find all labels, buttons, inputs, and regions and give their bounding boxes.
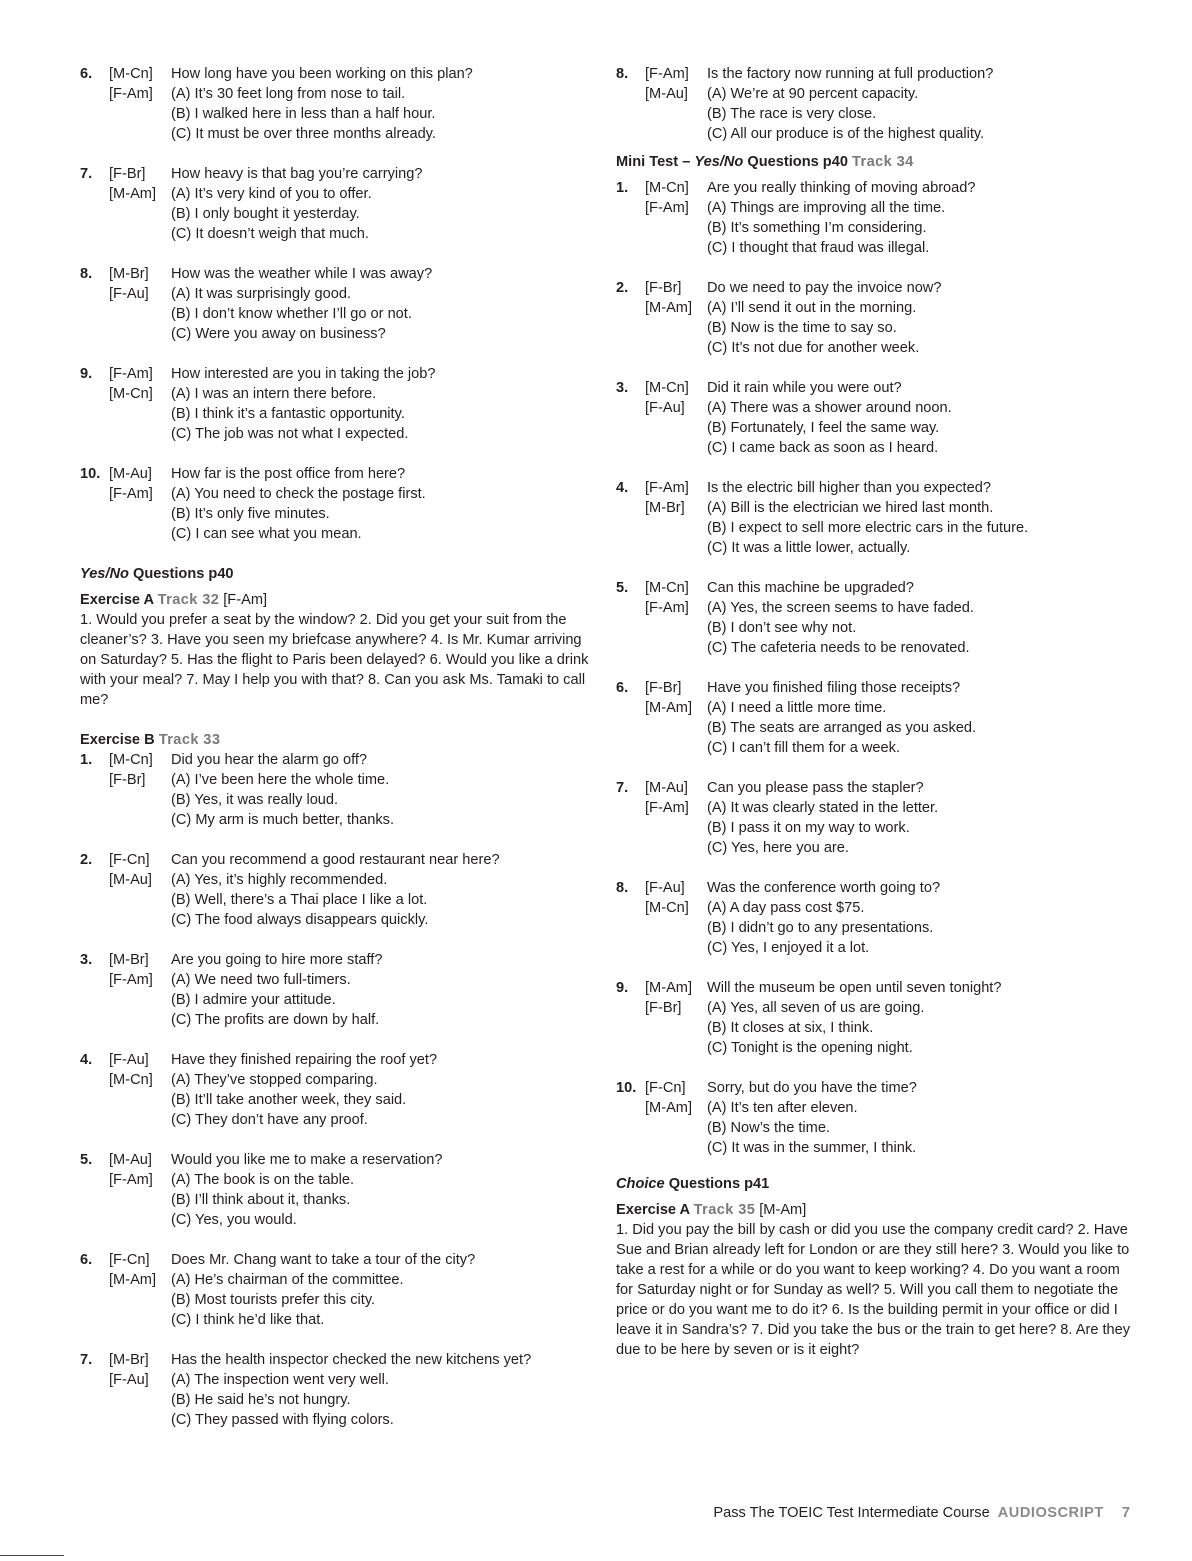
speaker-label: [M-Cn] bbox=[109, 386, 153, 402]
speaker-label: [F-Br] bbox=[109, 772, 146, 788]
question-text: Did it rain while you were out? bbox=[707, 380, 902, 396]
speaker-label: [M-Cn] bbox=[109, 66, 153, 82]
question-item bbox=[80, 164, 590, 244]
answer-option: (B) I admire your attitude. bbox=[171, 992, 336, 1008]
question-item bbox=[80, 264, 590, 344]
speaker-label: [F-Am] bbox=[645, 600, 689, 616]
speaker-label: [M-Am] bbox=[645, 1100, 693, 1116]
question-text: Can you please pass the stapler? bbox=[707, 780, 924, 796]
question-item bbox=[80, 1350, 590, 1430]
right-column bbox=[616, 64, 1136, 1380]
answer-option: (A) The book is on the table. bbox=[171, 1172, 355, 1188]
choice-section-title: Choice Questions p41 bbox=[616, 1176, 770, 1192]
speaker-label: [M-Am] bbox=[645, 700, 693, 716]
answer-option: (B) I don’t see why not. bbox=[707, 620, 857, 636]
question-text: How long have you been working on this plan? bbox=[171, 66, 473, 82]
question-item bbox=[80, 850, 590, 930]
answer-option: (B) He said he’s not hungry. bbox=[171, 1392, 351, 1408]
speaker-label: [F-Br] bbox=[645, 280, 682, 296]
question-text: Was the conference worth going to? bbox=[707, 880, 941, 896]
question-text: Does Mr. Chang want to take a tour of the city? bbox=[171, 1252, 476, 1268]
answer-option: (B) I pass it on my way to work. bbox=[707, 820, 910, 836]
speaker-label: [F-Am] bbox=[645, 480, 689, 496]
speaker-label: [F-Au] bbox=[645, 880, 685, 896]
question-number: 6 . bbox=[80, 1250, 109, 1270]
speaker-label: [F-Au] bbox=[109, 1372, 149, 1388]
question-item bbox=[616, 578, 1136, 658]
speaker-label: [M-Am] bbox=[645, 980, 693, 996]
question-number: 7 . bbox=[80, 1350, 109, 1370]
speaker-label: [M-Cn] bbox=[645, 580, 689, 596]
left-column bbox=[80, 64, 590, 1450]
speaker-label: [M-Cn] bbox=[109, 1072, 153, 1088]
speaker-label: [F-Cn] bbox=[645, 1080, 686, 1096]
question-text: Have you finished filing those receipts? bbox=[707, 680, 961, 696]
question-item bbox=[80, 950, 590, 1030]
question-item bbox=[80, 1250, 590, 1330]
question-number: 6 . bbox=[80, 64, 109, 84]
exercise-a-title: Exercise A Track 35 [M-Am] bbox=[616, 1202, 807, 1218]
question-item bbox=[616, 278, 1136, 358]
answer-option: (B) It’ll take another week, they said. bbox=[171, 1092, 407, 1108]
speaker-label: [M-Cn] bbox=[645, 180, 689, 196]
mini-test-title: Mini Test – Yes/No Questions p40 Track 34 bbox=[616, 154, 914, 170]
question-number: 8 . bbox=[616, 878, 645, 898]
answer-option: (A) There was a shower around noon. bbox=[707, 400, 952, 416]
answer-option: (A) He’s chairman of the committee. bbox=[171, 1272, 404, 1288]
answer-option: (A) Yes, it’s highly recommended. bbox=[171, 872, 388, 888]
yesno-section-title: Yes/No Questions p40 bbox=[80, 566, 234, 582]
answer-option: (C) It’s not due for another week. bbox=[707, 340, 920, 356]
question-list bbox=[616, 64, 1136, 144]
answer-option: (B) I walked here in less than a half hour. bbox=[171, 106, 436, 122]
question-text: Can this machine be upgraded? bbox=[707, 580, 914, 596]
question-item bbox=[616, 678, 1136, 758]
question-list bbox=[80, 750, 590, 1430]
question-item bbox=[80, 750, 590, 830]
answer-option: (C) I can see what you mean. bbox=[171, 526, 362, 542]
answer-option: (C) All our produce is of the highest quality. bbox=[707, 126, 985, 142]
answer-option: (C) Were you away on business? bbox=[171, 326, 386, 342]
question-number: 2 . bbox=[80, 850, 109, 870]
question-number: 10 . bbox=[80, 464, 109, 484]
exercise-b-title: Exercise B Track 33 bbox=[80, 732, 221, 748]
answer-option: (A) You need to check the postage first. bbox=[171, 486, 426, 502]
answer-option: (B) The seats are arranged as you asked. bbox=[707, 720, 977, 736]
speaker-label: [M-Cn] bbox=[109, 752, 153, 768]
question-item bbox=[616, 478, 1136, 558]
answer-option: (A) Yes, all seven of us are going. bbox=[707, 1000, 925, 1016]
answer-option: (A) I need a little more time. bbox=[707, 700, 887, 716]
question-number: 5 . bbox=[616, 578, 645, 598]
question-item bbox=[616, 878, 1136, 958]
answer-option: (C) Yes, you would. bbox=[171, 1212, 297, 1228]
speaker-label: [M-Au] bbox=[109, 466, 152, 482]
question-number: 6 . bbox=[616, 678, 645, 698]
question-list bbox=[80, 64, 590, 544]
question-item bbox=[80, 64, 590, 144]
question-text: How was the weather while I was away? bbox=[171, 266, 433, 282]
speaker-label: [F-Br] bbox=[645, 680, 682, 696]
answer-option: (B) It closes at six, I think. bbox=[707, 1020, 874, 1036]
answer-option: (C) It was in the summer, I think. bbox=[707, 1140, 917, 1156]
question-text: Can you recommend a good restaurant near here? bbox=[171, 852, 500, 868]
question-number: 8 . bbox=[616, 64, 645, 84]
question-number: 1 . bbox=[80, 750, 109, 770]
answer-option: (A) The inspection went very well. bbox=[171, 1372, 389, 1388]
answer-option: (B) The race is very close. bbox=[707, 106, 877, 122]
answer-option: (C) The cafeteria needs to be renovated. bbox=[707, 640, 970, 656]
question-number: 4 . bbox=[80, 1050, 109, 1070]
speaker-label: [M-Br] bbox=[109, 952, 149, 968]
answer-option: (A) Things are improving all the time. bbox=[707, 200, 946, 216]
exercise-a-text: 1. Did you pay the bill by cash or did you use the company credit card? 2. Have Sue and Brian already left for London or are they still here? 3. Would you like to take a rest for a while or do you want to keep working? 4. Do you want a room for Saturday night or for Sunday as well? 5. Will you call them to negotiate the price or do you want me to do it? 6. Is the building permit in your office or did I leave it in Sandra’s? 7. Did you take the bus or the train to get here? 8. Are they due to be here by seven or is it eight? bbox=[616, 1222, 1131, 1358]
speaker-label: [M-Br] bbox=[109, 266, 149, 282]
speaker-label: [M-Cn] bbox=[645, 900, 689, 916]
speaker-label: [F-Am] bbox=[109, 1172, 153, 1188]
answer-option: (A) We need two full-timers. bbox=[171, 972, 351, 988]
question-text: Is the electric bill higher than you expected? bbox=[707, 480, 991, 496]
speaker-label: [F-Cn] bbox=[109, 1252, 150, 1268]
speaker-label: [F-Am] bbox=[109, 86, 153, 102]
speaker-label: [M-Br] bbox=[645, 500, 685, 516]
speaker-label: [M-Au] bbox=[109, 872, 152, 888]
question-number: 7 . bbox=[616, 778, 645, 798]
answer-option: (B) Most tourists prefer this city. bbox=[171, 1292, 376, 1308]
answer-option: (C) The food always disappears quickly. bbox=[171, 912, 429, 928]
question-text: Are you going to hire more staff? bbox=[171, 952, 383, 968]
question-item bbox=[80, 1050, 590, 1130]
answer-option: (A) It’s ten after eleven. bbox=[707, 1100, 858, 1116]
footer-title: Pass The TOEIC Test Intermediate Course bbox=[713, 1505, 990, 1521]
question-text: Are you really thinking of moving abroad? bbox=[707, 180, 976, 196]
answer-option: (C) It was a little lower, actually. bbox=[707, 540, 911, 556]
answer-option: (B) I don’t know whether I’ll go or not. bbox=[171, 306, 412, 322]
answer-option: (B) Well, there’s a Thai place I like a lot. bbox=[171, 892, 428, 908]
speaker-label: [M-Br] bbox=[109, 1352, 149, 1368]
answer-option: (C) The job was not what I expected. bbox=[171, 426, 409, 442]
answer-option: (B) Now is the time to say so. bbox=[707, 320, 897, 336]
answer-option: (C) They don’t have any proof. bbox=[171, 1112, 368, 1128]
question-number: 10 . bbox=[616, 1078, 645, 1098]
answer-option: (B) It’s something I’m considering. bbox=[707, 220, 927, 236]
speaker-label: [F-Am] bbox=[645, 66, 689, 82]
exercise-a-text: 1. Would you prefer a seat by the window? 2. Did you get your suit from the cleaner’s? 3. Have you seen my briefcase anywhere? 4. Is Mr. Kumar arriving on Saturday? 5. Has the flight to Paris been delayed? 6. Would you like a drink with your meal? 7. May I help you with that? 8. Can you ask Ms. Tamaki to call me? bbox=[80, 612, 589, 708]
answer-option: (C) Tonight is the opening night. bbox=[707, 1040, 913, 1056]
track-label: Track 32 bbox=[157, 592, 220, 608]
track-label: Track 33 bbox=[158, 732, 221, 748]
speaker-label: [F-Br] bbox=[645, 1000, 682, 1016]
question-text: Has the health inspector checked the new kitchens yet? bbox=[171, 1352, 532, 1368]
answer-option: (C) It doesn’t weigh that much. bbox=[171, 226, 369, 242]
question-number: 1 . bbox=[616, 178, 645, 198]
exercise-a-title: Exercise A Track 32 [F-Am] bbox=[80, 592, 268, 608]
question-text: How far is the post office from here? bbox=[171, 466, 406, 482]
answer-option: (A) I’ll send it out in the morning. bbox=[707, 300, 917, 316]
question-number: 5 . bbox=[80, 1150, 109, 1170]
question-list bbox=[616, 178, 1136, 1158]
answer-option: (C) It must be over three months already. bbox=[171, 126, 436, 142]
question-number: 9 . bbox=[80, 364, 109, 384]
page-footer bbox=[713, 1503, 1130, 1523]
speaker-label: [F-Am] bbox=[109, 972, 153, 988]
question-number: 7 . bbox=[80, 164, 109, 184]
question-number: 9 . bbox=[616, 978, 645, 998]
question-item bbox=[616, 1078, 1136, 1158]
answer-option: (A) Yes, the screen seems to have faded. bbox=[707, 600, 974, 616]
speaker-label: [F-Am] bbox=[109, 486, 153, 502]
answer-option: (A) A day pass cost $75. bbox=[707, 900, 865, 916]
answer-option: (A) We’re at 90 percent capacity. bbox=[707, 86, 919, 102]
answer-option: (B) Now’s the time. bbox=[707, 1120, 830, 1136]
question-number: 4 . bbox=[616, 478, 645, 498]
answer-option: (A) It was surprisingly good. bbox=[171, 286, 352, 302]
answer-option: (B) I expect to sell more electric cars in the future. bbox=[707, 520, 1029, 536]
speaker-label: [M-Au] bbox=[645, 780, 688, 796]
question-text: Will the museum be open until seven tonight? bbox=[707, 980, 1002, 996]
question-text: Is the factory now running at full production? bbox=[707, 66, 994, 82]
question-number: 2 . bbox=[616, 278, 645, 298]
question-text: How interested are you in taking the job? bbox=[171, 366, 436, 382]
answer-option: (C) I can’t fill them for a week. bbox=[707, 740, 901, 756]
question-item bbox=[80, 1150, 590, 1230]
answer-option: (A) I’ve been here the whole time. bbox=[171, 772, 390, 788]
question-number: 8 . bbox=[80, 264, 109, 284]
speaker-label: [M-Am] bbox=[645, 300, 693, 316]
speaker-label: [F-Am] bbox=[645, 200, 689, 216]
speaker-label: [F-Am] bbox=[645, 800, 689, 816]
answer-option: (C) The profits are down by half. bbox=[171, 1012, 380, 1028]
question-text: Do we need to pay the invoice now? bbox=[707, 280, 942, 296]
speaker-label: [F-Au] bbox=[645, 400, 685, 416]
speaker-label: [F-Cn] bbox=[109, 852, 150, 868]
answer-option: (C) Yes, here you are. bbox=[707, 840, 849, 856]
question-text: Would you like me to make a reservation? bbox=[171, 1152, 443, 1168]
answer-option: (B) I’ll think about it, thanks. bbox=[171, 1192, 351, 1208]
crop-line bbox=[0, 1555, 64, 1556]
answer-option: (C) They passed with flying colors. bbox=[171, 1412, 394, 1428]
question-item bbox=[616, 64, 1136, 144]
question-text: How heavy is that bag you’re carrying? bbox=[171, 166, 423, 182]
answer-option: (C) Yes, I enjoyed it a lot. bbox=[707, 940, 870, 956]
speaker-label: [F-Au] bbox=[109, 1052, 149, 1068]
track-label: Track 34 bbox=[852, 154, 914, 170]
speaker-label: [F-Br] bbox=[109, 166, 146, 182]
answer-option: (C) I think he’d like that. bbox=[171, 1312, 325, 1328]
speaker-label: [M-Au] bbox=[109, 1152, 152, 1168]
question-item bbox=[80, 364, 590, 444]
question-text: Did you hear the alarm go off? bbox=[171, 752, 368, 768]
answer-option: (A) It’s 30 feet long from nose to tail. bbox=[171, 86, 406, 102]
answer-option: (A) I was an intern there before. bbox=[171, 386, 377, 402]
answer-option: (B) Fortunately, I feel the same way. bbox=[707, 420, 940, 436]
answer-option: (B) I didn’t go to any presentations. bbox=[707, 920, 934, 936]
speaker-label: [F-Au] bbox=[109, 286, 149, 302]
answer-option: (A) It was clearly stated in the letter. bbox=[707, 800, 939, 816]
answer-option: (C) I thought that fraud was illegal. bbox=[707, 240, 930, 256]
answer-option: (A) They’ve stopped comparing. bbox=[171, 1072, 378, 1088]
speaker-label: [M-Am] bbox=[109, 186, 157, 202]
answer-option: (B) It’s only five minutes. bbox=[171, 506, 330, 522]
answer-option: (B) Yes, it was really loud. bbox=[171, 792, 339, 808]
question-number: 3 . bbox=[80, 950, 109, 970]
answer-option: (B) I think it’s a fantastic opportunity. bbox=[171, 406, 405, 422]
speaker-label: [F-Am] bbox=[109, 366, 153, 382]
question-number: 3 . bbox=[616, 378, 645, 398]
answer-option: (C) My arm is much better, thanks. bbox=[171, 812, 395, 828]
answer-option: (C) I came back as soon as I heard. bbox=[707, 440, 939, 456]
question-item bbox=[616, 978, 1136, 1058]
page-number: 7 bbox=[1121, 1505, 1130, 1521]
question-text: Sorry, but do you have the time? bbox=[707, 1080, 917, 1096]
answer-option: (A) Bill is the electrician we hired last month. bbox=[707, 500, 994, 516]
answer-option: (B) I only bought it yesterday. bbox=[171, 206, 360, 222]
question-item bbox=[616, 378, 1136, 458]
answer-option: (A) It’s very kind of you to offer. bbox=[171, 186, 372, 202]
question-item bbox=[80, 464, 590, 544]
footer-audioscript: AUDIOSCRIPT bbox=[997, 1505, 1104, 1521]
speaker-label: [M-Au] bbox=[645, 86, 688, 102]
question-text: Have they finished repairing the roof yet? bbox=[171, 1052, 438, 1068]
speaker-label: [M-Am] bbox=[109, 1272, 157, 1288]
track-label: Track 35 bbox=[693, 1202, 756, 1218]
speaker-label: [M-Cn] bbox=[645, 380, 689, 396]
question-item bbox=[616, 178, 1136, 258]
question-item bbox=[616, 778, 1136, 858]
